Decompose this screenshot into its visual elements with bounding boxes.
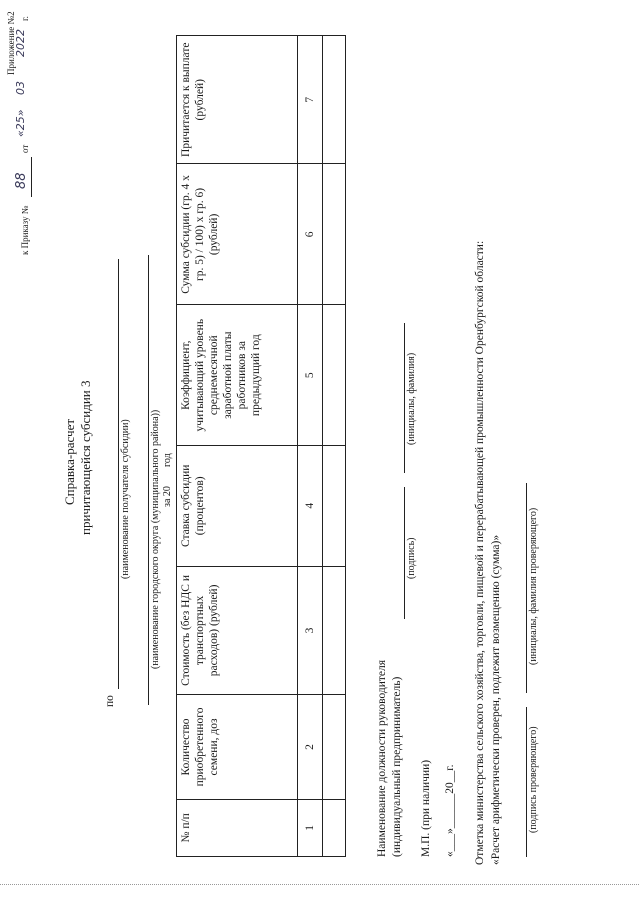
header-number: № п/п bbox=[177, 799, 298, 856]
period-god: год bbox=[162, 453, 173, 467]
checker-initials-caption: (инициалы, фамилия проверяющего) bbox=[528, 507, 539, 665]
column-number-3: 3 bbox=[298, 566, 323, 695]
recipient-caption: (наименование получателя субсидии) bbox=[120, 419, 131, 579]
head-title-label2: (индивидуальный предприниматель) bbox=[391, 676, 403, 857]
order-number: 88 bbox=[14, 172, 29, 189]
head-sign-line bbox=[404, 487, 405, 619]
table-cell bbox=[323, 695, 346, 799]
head-sign-caption: (подпись) bbox=[406, 537, 417, 579]
header-subsidy-sum: Сумма субсидии (гр. 4 х гр. 5) / 100) х гр. 6) (рублей) bbox=[177, 164, 298, 305]
annex-label: Приложение №2 bbox=[6, 11, 16, 75]
column-number-1: 1 bbox=[298, 799, 323, 856]
ministry-note: Отметка министерства сельского хозяйства, торговли, пищевой и перерабатывающей промышленности Оренбургской области: bbox=[474, 240, 486, 865]
district-line bbox=[148, 255, 149, 705]
checker-initials-line bbox=[526, 483, 527, 693]
header-quantity: Количество приобретенного семени, доз bbox=[177, 695, 298, 799]
column-number-4: 4 bbox=[298, 446, 323, 567]
header-payable: Причитается к выплате (рублей) bbox=[177, 36, 298, 164]
date-from: от bbox=[20, 144, 30, 153]
scan-edge-divider bbox=[0, 884, 639, 885]
table-cell bbox=[323, 799, 346, 856]
table-cell bbox=[323, 446, 346, 567]
date-line: «___»______20__г. bbox=[444, 764, 456, 857]
column-number-7: 7 bbox=[298, 36, 323, 164]
doc-subtitle: причитающейся субсидии 3 bbox=[78, 380, 93, 535]
head-initials-line bbox=[404, 323, 405, 473]
head-title-label: Наименование должности руководителя bbox=[376, 659, 388, 857]
district-caption: (наименование городского округа (муниципального района)) bbox=[150, 409, 161, 669]
year-suffix: г. bbox=[20, 16, 30, 21]
table-cell bbox=[323, 164, 346, 305]
seal-label: М.П. (при наличии) bbox=[420, 759, 432, 857]
doc-title: Справка-расчет bbox=[62, 418, 77, 505]
header-coefficient: Коэффициент, учитывающий уровень среднемесячной заработной платы работников за предыдущий год bbox=[177, 305, 298, 446]
table-header-row bbox=[177, 36, 298, 857]
recipient-line bbox=[118, 259, 119, 689]
column-number-6: 6 bbox=[298, 164, 323, 305]
header-cost: Стоимость (без НДС и транспортных расходов) (рублей) bbox=[177, 566, 298, 695]
column-number-5: 5 bbox=[298, 305, 323, 446]
subsidy-table bbox=[176, 35, 346, 857]
date-year: 2022 bbox=[14, 29, 27, 57]
head-initials-caption: (инициалы, фамилия) bbox=[406, 352, 417, 445]
table-cell bbox=[323, 36, 346, 164]
checked-note: «Расчет арифметически проверен, подлежит возмещению (сумма)» bbox=[490, 534, 502, 865]
checker-sign-caption: (подпись проверяющего) bbox=[528, 726, 539, 833]
order-number-line bbox=[31, 157, 32, 197]
table-row bbox=[298, 36, 323, 857]
period-za: за 20 bbox=[162, 486, 173, 507]
po-label: по bbox=[104, 695, 116, 707]
column-number-2: 2 bbox=[298, 695, 323, 799]
table-cell bbox=[323, 566, 346, 695]
table-row bbox=[323, 36, 346, 857]
order-prefix: к Приказу № bbox=[20, 205, 30, 255]
table-cell bbox=[323, 305, 346, 446]
checker-sign-line bbox=[526, 707, 527, 857]
date-day: «25» bbox=[14, 109, 27, 137]
header-rate: Ставка субсидии (процентов) bbox=[177, 446, 298, 567]
date-month: 03 bbox=[14, 81, 27, 95]
